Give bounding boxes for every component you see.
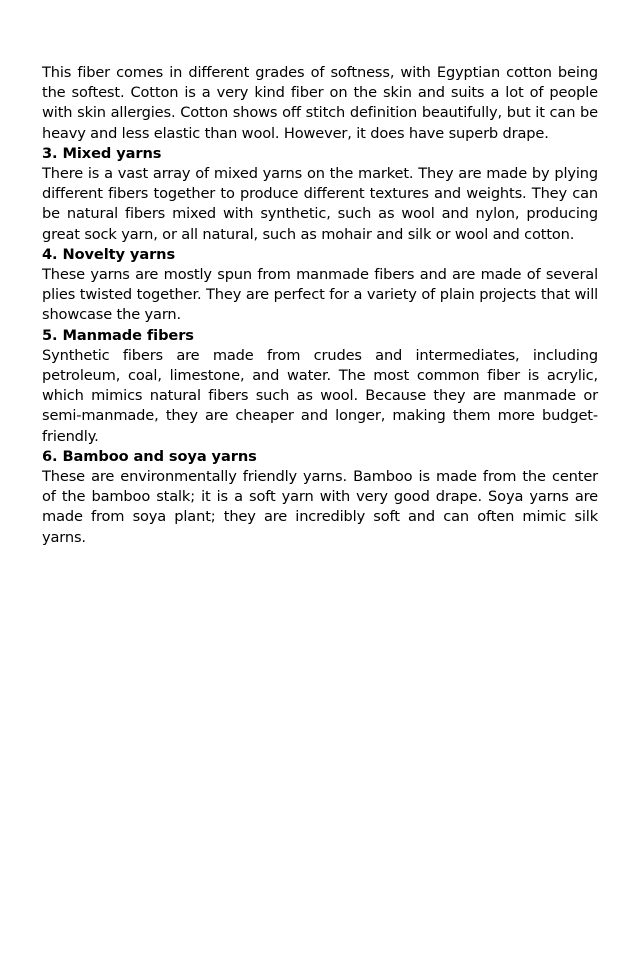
section-heading-manmade-fibers: 5. Manmade fibers [42,326,194,344]
section-body-bamboo-soya: These are environmentally friendly yarns. Bamboo is made from the center of the bamboo stalk; it is a soft yarn with very good drape. Soya yarns are made from soya plant; they are incredibly soft and can often mimic silk yarns. [42,468,598,546]
section-heading-bamboo-soya: 6. Bamboo and soya yarns [42,447,257,465]
intro-paragraph: This fiber comes in different grades of softness, with Egyptian cotton being the softest. Cotton is a very kind fiber on the skin and suits a lot of people with skin allergies. Cotton shows off stitch definition beautifully, but it can be heavy and less elastic than wool. However, it does have superb drape. [42,64,598,142]
section-heading-mixed-yarns: 3. Mixed yarns [42,144,162,162]
section-body-manmade-fibers: Synthetic fibers are made from crudes and intermediates, including petroleum, coal, limestone, and water. The most common fiber is acrylic, which mimics natural fibers such as wool. Because they are manmade or semi-manmade, they are cheaper and longer, making them more budget-friendly. [42,346,598,445]
document-page [42,63,598,548]
section-body-mixed-yarns: There is a vast array of mixed yarns on the market. They are made by plying different fibers together to produce different textures and weights. They can be natural fibers mixed with synthetic, such as wool and nylon, producing great sock yarn, or all natural, such as mohair and silk or wool and cotton. [42,165,598,243]
section-body-novelty-yarns: These yarns are mostly spun from manmade fibers and are made of several plies twisted together. They are perfect for a variety of plain projects that will showcase the yarn. [42,266,598,324]
section-heading-novelty-yarns: 4. Novelty yarns [42,245,176,263]
